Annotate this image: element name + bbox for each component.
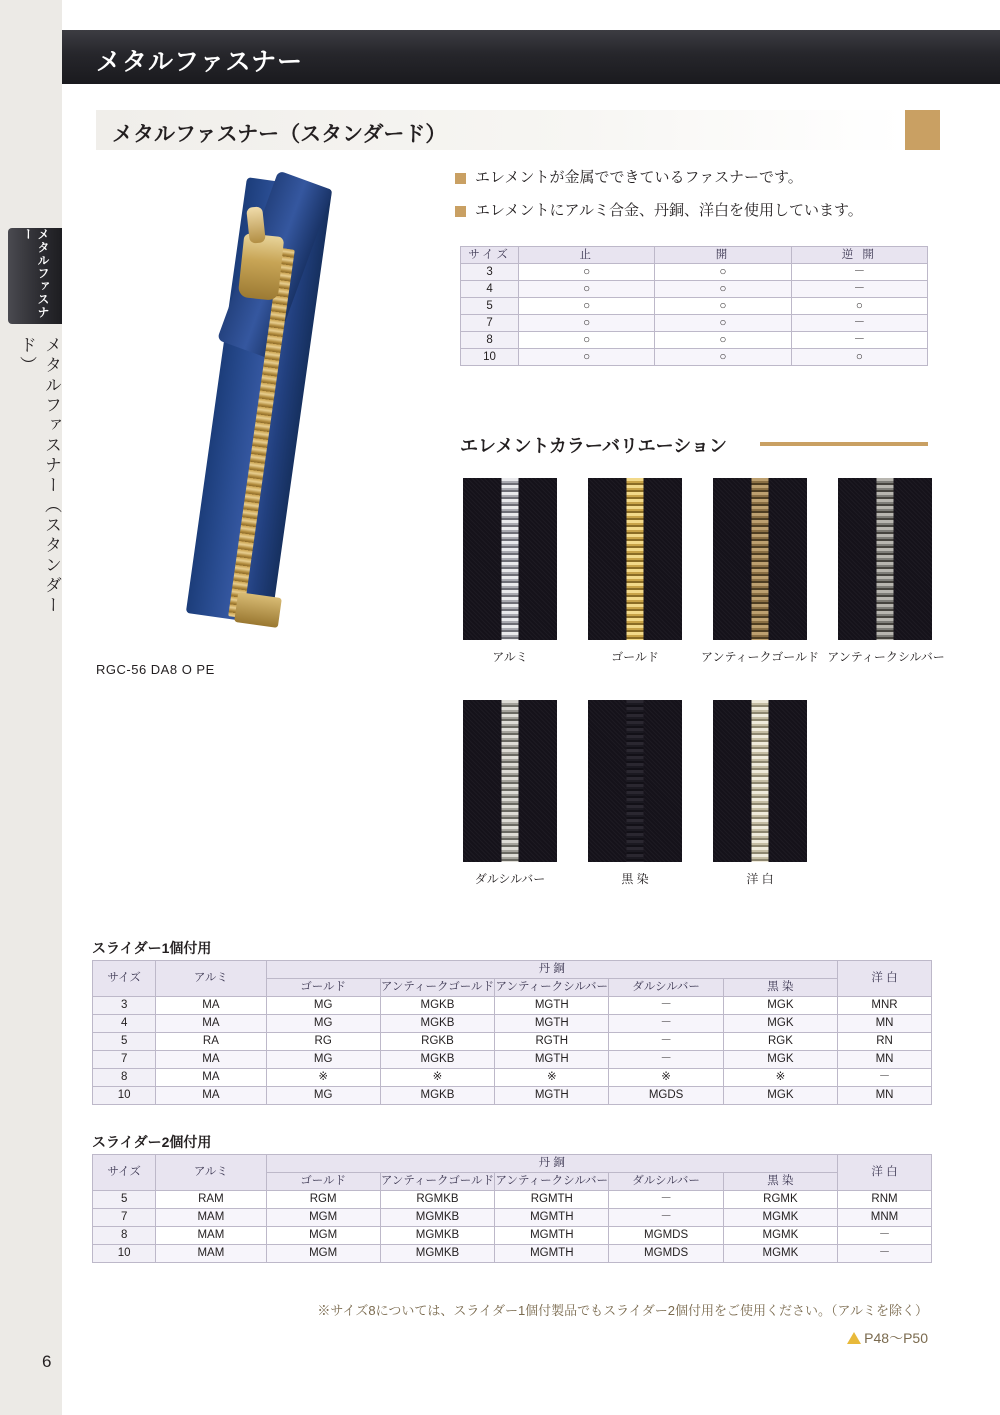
cell: 3 <box>461 264 519 281</box>
page-reference-label: P48〜P50 <box>864 1330 928 1346</box>
cell: MAM <box>156 1209 266 1227</box>
table-row <box>461 264 928 281</box>
swatch-label: アルミ <box>492 650 528 664</box>
swatch-label: ダルシルバー <box>474 872 546 886</box>
column-header: 洋 白 <box>838 1155 932 1191</box>
cell: MGTH <box>495 1087 609 1105</box>
cell: MA <box>156 1051 266 1069</box>
left-rail <box>0 0 62 1415</box>
cell: 8 <box>93 1227 156 1245</box>
cell: MA <box>156 1087 266 1105</box>
cell: MGK <box>723 1087 837 1105</box>
cell: MA <box>156 1015 266 1033</box>
cell: － <box>791 315 927 332</box>
cell: 7 <box>461 315 519 332</box>
teeth-texture <box>877 478 894 640</box>
table-row <box>93 1087 932 1105</box>
swatch-nickel-silver <box>713 700 807 862</box>
column-header: ゴールド <box>266 979 380 997</box>
side-tab-metal-fastener[interactable] <box>8 228 62 324</box>
cell: － <box>609 1033 723 1051</box>
cell: RGKB <box>380 1033 494 1051</box>
column-header: サイズ <box>461 247 519 264</box>
cell: － <box>791 264 927 281</box>
cell: ※ <box>495 1069 609 1087</box>
teeth-texture <box>627 700 644 862</box>
cell: MGTH <box>495 1015 609 1033</box>
table-header-row <box>93 961 932 979</box>
table-row <box>93 1069 932 1087</box>
swatch-label: 黒 染 <box>621 872 649 886</box>
cell: MGMKB <box>380 1209 494 1227</box>
cell: ○ <box>519 281 655 298</box>
cell: ※ <box>609 1069 723 1087</box>
column-header: アンティークシルバー <box>495 1173 609 1191</box>
cell: RGTH <box>495 1033 609 1051</box>
cell: － <box>838 1245 932 1263</box>
cell: MG <box>266 997 380 1015</box>
cell: MN <box>838 1051 932 1069</box>
cell: MGMDS <box>609 1245 723 1263</box>
column-header: サイズ <box>93 1155 156 1191</box>
section-accent-swatch <box>905 110 940 150</box>
zipper-bottom-stop <box>234 592 282 628</box>
cell: MG <box>266 1087 380 1105</box>
cell: ○ <box>655 349 791 366</box>
cell: ○ <box>655 332 791 349</box>
column-header: アンティークゴールド <box>380 1173 494 1191</box>
group-header: 丹 銅 <box>266 1155 838 1173</box>
cell: MN <box>838 1087 932 1105</box>
column-header: ダルシルバー <box>609 979 723 997</box>
swatch-label: ゴールド <box>611 650 659 664</box>
cell: RA <box>156 1033 266 1051</box>
cell: RGK <box>723 1033 837 1051</box>
cell: MGMTH <box>495 1209 609 1227</box>
page-header-title: メタルファスナー <box>96 48 304 76</box>
teeth-texture <box>752 700 769 862</box>
cell: ○ <box>519 264 655 281</box>
cell: MG <box>266 1051 380 1069</box>
cell: 10 <box>461 349 519 366</box>
cell: RGMTH <box>495 1191 609 1209</box>
cell: MG <box>266 1015 380 1033</box>
cell: MGK <box>723 1015 837 1033</box>
table-row <box>93 1227 932 1245</box>
swatch-label: アンティークシルバー <box>827 650 945 664</box>
teeth-texture <box>627 478 644 640</box>
swatch-antique-gold <box>713 478 807 640</box>
cell: MGKB <box>380 1051 494 1069</box>
list-item <box>455 201 935 221</box>
table-header-row <box>461 247 928 264</box>
page-number: 6 <box>42 1352 52 1371</box>
cell: 8 <box>93 1069 156 1087</box>
warning-triangle-icon <box>847 1332 861 1344</box>
cell: MGMTH <box>495 1245 609 1263</box>
cell: MGM <box>266 1209 380 1227</box>
table-row <box>93 1033 932 1051</box>
cell: RGM <box>266 1191 380 1209</box>
cell: ○ <box>791 349 927 366</box>
cell: MGMK <box>723 1227 837 1245</box>
cell: MGK <box>723 1051 837 1069</box>
column-header: アルミ <box>156 961 266 997</box>
table-row <box>461 315 928 332</box>
cell: MNM <box>838 1209 932 1227</box>
cell: RGMK <box>723 1191 837 1209</box>
cell: MGMKB <box>380 1245 494 1263</box>
slider2-heading: スライダー2個付用 <box>92 1134 212 1150</box>
cell: MGKB <box>380 1087 494 1105</box>
cell: － <box>838 1069 932 1087</box>
cell: ○ <box>519 332 655 349</box>
teeth-texture <box>752 478 769 640</box>
square-bullet-icon <box>455 206 466 217</box>
cell: MGMTH <box>495 1227 609 1245</box>
cell: ○ <box>655 298 791 315</box>
cell: RN <box>838 1033 932 1051</box>
cell: MGM <box>266 1227 380 1245</box>
cell: － <box>609 1051 723 1069</box>
product-photo <box>96 165 414 645</box>
table-row <box>93 1209 932 1227</box>
table-row <box>93 1051 932 1069</box>
table-row <box>93 997 932 1015</box>
table-row <box>461 349 928 366</box>
table-row <box>461 298 928 315</box>
cell: 5 <box>93 1033 156 1051</box>
cell: 4 <box>93 1015 156 1033</box>
cell: 7 <box>93 1209 156 1227</box>
column-header: ゴールド <box>266 1173 380 1191</box>
column-header: アンティークシルバー <box>495 979 609 997</box>
column-header: ダルシルバー <box>609 1173 723 1191</box>
cell: － <box>838 1227 932 1245</box>
slider1-heading: スライダー1個付用 <box>92 940 212 956</box>
cell: 4 <box>461 281 519 298</box>
cell: MGDS <box>609 1087 723 1105</box>
table-row <box>461 281 928 298</box>
size-availability-table <box>460 246 928 366</box>
section-title: メタルファスナー（スタンダード） <box>112 123 447 146</box>
cell: － <box>609 1209 723 1227</box>
zipper-slider <box>238 233 284 301</box>
column-header: 洋 白 <box>838 961 932 997</box>
column-header: サイズ <box>93 961 156 997</box>
cell: MGTH <box>495 1051 609 1069</box>
square-bullet-icon <box>455 173 466 184</box>
cell: 7 <box>93 1051 156 1069</box>
column-header: 黒 染 <box>723 1173 837 1191</box>
swatch-antique-silver <box>838 478 932 640</box>
heading-rule <box>760 442 928 446</box>
table-row <box>93 1245 932 1263</box>
cell: ○ <box>519 298 655 315</box>
cell: － <box>791 281 927 298</box>
cell: 10 <box>93 1087 156 1105</box>
column-header: 止 <box>519 247 655 264</box>
cell: ○ <box>655 264 791 281</box>
swatch-gold <box>588 478 682 640</box>
teeth-texture <box>502 700 519 862</box>
cell: RAM <box>156 1191 266 1209</box>
swatch-black-dye <box>588 700 682 862</box>
list-item <box>455 168 935 188</box>
cell: MGMKB <box>380 1227 494 1245</box>
slider1-code-table <box>92 960 932 1105</box>
swatch-label: アンティークゴールド <box>700 650 820 664</box>
swatch-dull-silver <box>463 700 557 862</box>
bullet-text: エレメントにアルミ合金、丹銅、洋白を使用しています。 <box>475 201 863 219</box>
column-header: 黒 染 <box>723 979 837 997</box>
cell: 5 <box>93 1191 156 1209</box>
cell: ※ <box>380 1069 494 1087</box>
cell: 8 <box>461 332 519 349</box>
column-header: 逆 開 <box>791 247 927 264</box>
bullet-text: エレメントが金属でできているファスナーです。 <box>475 169 803 186</box>
cell: 5 <box>461 298 519 315</box>
cell: RGMKB <box>380 1191 494 1209</box>
column-header: アルミ <box>156 1155 266 1191</box>
page-reference <box>640 1328 928 1348</box>
side-tab-label: メタルファスナー <box>21 228 50 319</box>
cell: MGMK <box>723 1209 837 1227</box>
side-vertical-title: メタルファスナー（スタンダード） <box>17 336 61 616</box>
cell: MGM <box>266 1245 380 1263</box>
table-row <box>93 1191 932 1209</box>
teeth-texture <box>502 478 519 640</box>
cell: RG <box>266 1033 380 1051</box>
cell: ※ <box>723 1069 837 1087</box>
cell: MGMK <box>723 1245 837 1263</box>
cell: MGTH <box>495 997 609 1015</box>
cell: ○ <box>791 298 927 315</box>
cell: MAM <box>156 1227 266 1245</box>
table-header-row <box>93 1155 932 1173</box>
cell: ○ <box>519 349 655 366</box>
product-photo-caption: RGC-56 DA8 O PE <box>96 662 215 677</box>
cell: 3 <box>93 997 156 1015</box>
group-header: 丹 銅 <box>266 961 838 979</box>
cell: ○ <box>655 281 791 298</box>
swatch-alumi <box>463 478 557 640</box>
cell: ○ <box>655 315 791 332</box>
column-header: アンティークゴールド <box>380 979 494 997</box>
cell: 10 <box>93 1245 156 1263</box>
swatch-label: 洋 白 <box>746 872 774 886</box>
feature-bullet-list <box>455 168 935 233</box>
cell: ○ <box>519 315 655 332</box>
cell: － <box>609 1191 723 1209</box>
cell: RNM <box>838 1191 932 1209</box>
cell: MGK <box>723 997 837 1015</box>
cell: MGMDS <box>609 1227 723 1245</box>
cell: MGKB <box>380 1015 494 1033</box>
slider2-code-table <box>92 1154 932 1263</box>
cell: － <box>791 332 927 349</box>
table-row <box>461 332 928 349</box>
cell: － <box>609 1015 723 1033</box>
footnote-text: ※サイズ8については、スライダー1個付製品でもスライダー2個付用をご使用ください。（アルミを除く） <box>317 1303 928 1318</box>
cell: MGKB <box>380 997 494 1015</box>
cell: ※ <box>266 1069 380 1087</box>
cell: MN <box>838 1015 932 1033</box>
cell: MNR <box>838 997 932 1015</box>
cell: MAM <box>156 1245 266 1263</box>
column-header: 開 <box>655 247 791 264</box>
cell: MA <box>156 1069 266 1087</box>
cell: － <box>609 997 723 1015</box>
table-row <box>93 1015 932 1033</box>
color-variation-heading: エレメントカラーバリエーション <box>460 436 727 456</box>
cell: MA <box>156 997 266 1015</box>
